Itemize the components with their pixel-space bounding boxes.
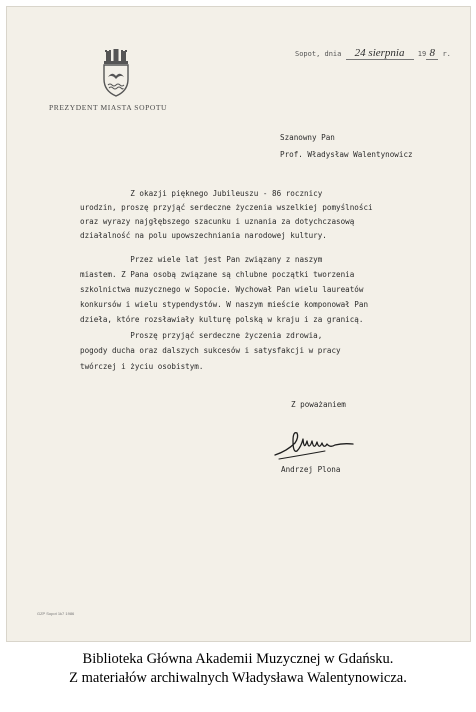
dateline-prefix: Sopot, dnia bbox=[295, 50, 342, 58]
body-line: Przez wiele lat jest Pan związany z naszym bbox=[80, 255, 323, 264]
closing-salutation: Z poważaniem bbox=[291, 400, 346, 409]
print-mark: GZP Sopot 1k7 1986 bbox=[37, 611, 75, 616]
dateline bbox=[295, 47, 451, 60]
body-line: twórczej i życiu osobistym. bbox=[80, 362, 204, 371]
body-line: urodzin, proszę przyjąć serdeczne życzenia wszelkiej pomyślności bbox=[80, 203, 373, 212]
city-crest-icon bbox=[100, 49, 132, 97]
body-line: szkolnictwa muzycznego w Sopocie. Wychował Pan wielu laureatów bbox=[80, 285, 364, 294]
addressee-line-2: Prof. Władysław Walentynowicz bbox=[280, 150, 413, 159]
body-line: Proszę przyjąć serdeczne życzenia zdrowia, bbox=[80, 331, 323, 340]
body-line: działalność na polu upowszechniania narodowej kultury. bbox=[80, 231, 327, 240]
body-line: konkursów i wielu stypendystów. W naszym mieście komponował Pan bbox=[80, 300, 369, 309]
addressee-line-1: Szanowny Pan bbox=[280, 133, 335, 142]
body-line: miastem. Z Pana osobą związane są chlubne początki tworzenia bbox=[80, 270, 355, 279]
dateline-suffix: r. bbox=[442, 50, 451, 58]
body-line: pogody ducha oraz dalszych sukcesów i satysfakcji w pracy bbox=[80, 346, 341, 355]
handwritten-signature bbox=[273, 421, 363, 461]
caption bbox=[0, 650, 476, 688]
body-line: dzieła, które rozsławiały kulturę polską w kraju i za granicą. bbox=[80, 315, 364, 324]
letterhead-org-name: PREZYDENT MIASTA SOPOTU bbox=[49, 103, 168, 112]
dateline-day-month: 24 sierpnia bbox=[354, 47, 405, 59]
letter-scan bbox=[6, 6, 471, 642]
caption-line-1: Biblioteka Główna Akademii Muzycznej w Gdańsku. bbox=[82, 651, 394, 667]
signatory-name: Andrzej Plona bbox=[281, 465, 341, 474]
body-line: oraz wyrazy najgłębszego szacunku i uznania za dotychczasową bbox=[80, 217, 355, 226]
caption-line-2: Z materiałów archiwalnych Władysława Walentynowicza. bbox=[69, 670, 407, 686]
dateline-year-prefix: 19 bbox=[417, 50, 427, 58]
body-line: Z okazji pięknego Jubileuszu - 86 rocznicy bbox=[80, 189, 323, 198]
dateline-year-fill: 8 bbox=[429, 47, 435, 59]
